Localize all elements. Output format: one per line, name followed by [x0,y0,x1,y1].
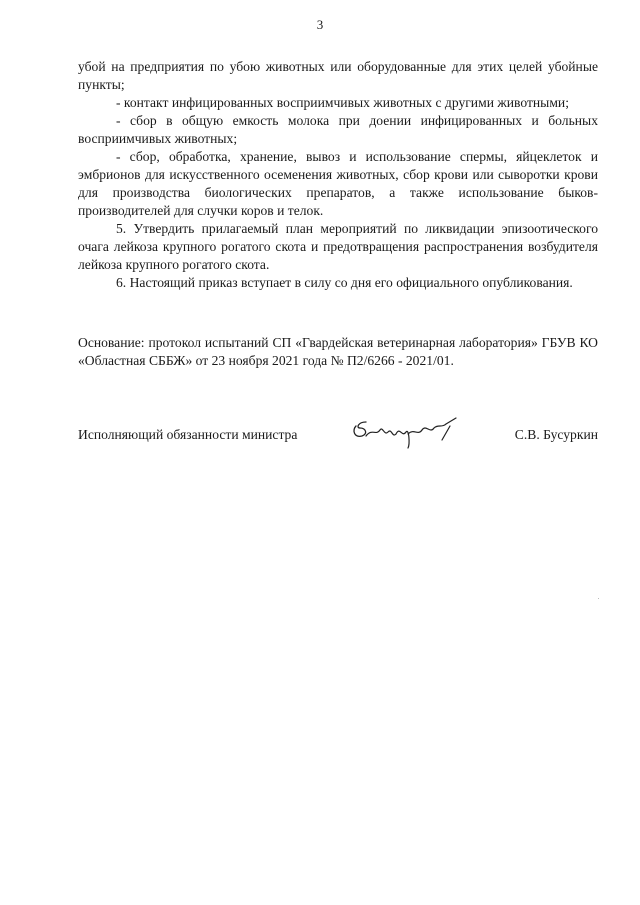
paragraph-item-6: 6. Настоящий приказ вступает в силу со дня его официального опубликования. [116,275,573,290]
paragraph-item-5: 5. Утвердить прилагаемый план мероприятий по ликвидации эпизоотического очага лейкоза крупного рогатого скота и предотвращения распространения возбудителя лейкоза крупного рогатого скота. [78,221,598,272]
paragraph-milk-collection-ban: - сбор в общую емкость молока при доении инфицированных и больных восприимчивых животных; [78,113,598,146]
signature-block [78,424,598,448]
handwritten-signature [346,414,466,450]
page-number: 3 [316,17,324,32]
signer-name: С.В. Бусуркин [514,427,598,442]
document-body [78,58,598,292]
signer-position: Исполняющий обязанности министра [78,427,298,442]
scan-speck [598,598,599,599]
basis-note: Основание: протокол испытаний СП «Гвардейская ветеринарная лаборатория» ГБУВ КО «Областная СББЖ» от 23 ноября 2021 года № П2/6266 - 2021/01. [78,335,598,368]
paragraph-contact-ban: - контакт инфицированных восприимчивых животных с другими животными; [116,95,569,110]
paragraph-slaughter-continuation: убой на предприятия по убою животных или оборудованные для этих целей убойные пункты; [78,59,598,92]
paragraph-sperm-blood-ban: - сбор, обработка, хранение, вывоз и использование спермы, яйцеклеток и эмбрионов для искусственного осеменения животных, сбор крови или сыворотки крови для производства биологических препаратов, а также использование быков-производителей для случки коров и телок. [78,149,598,218]
